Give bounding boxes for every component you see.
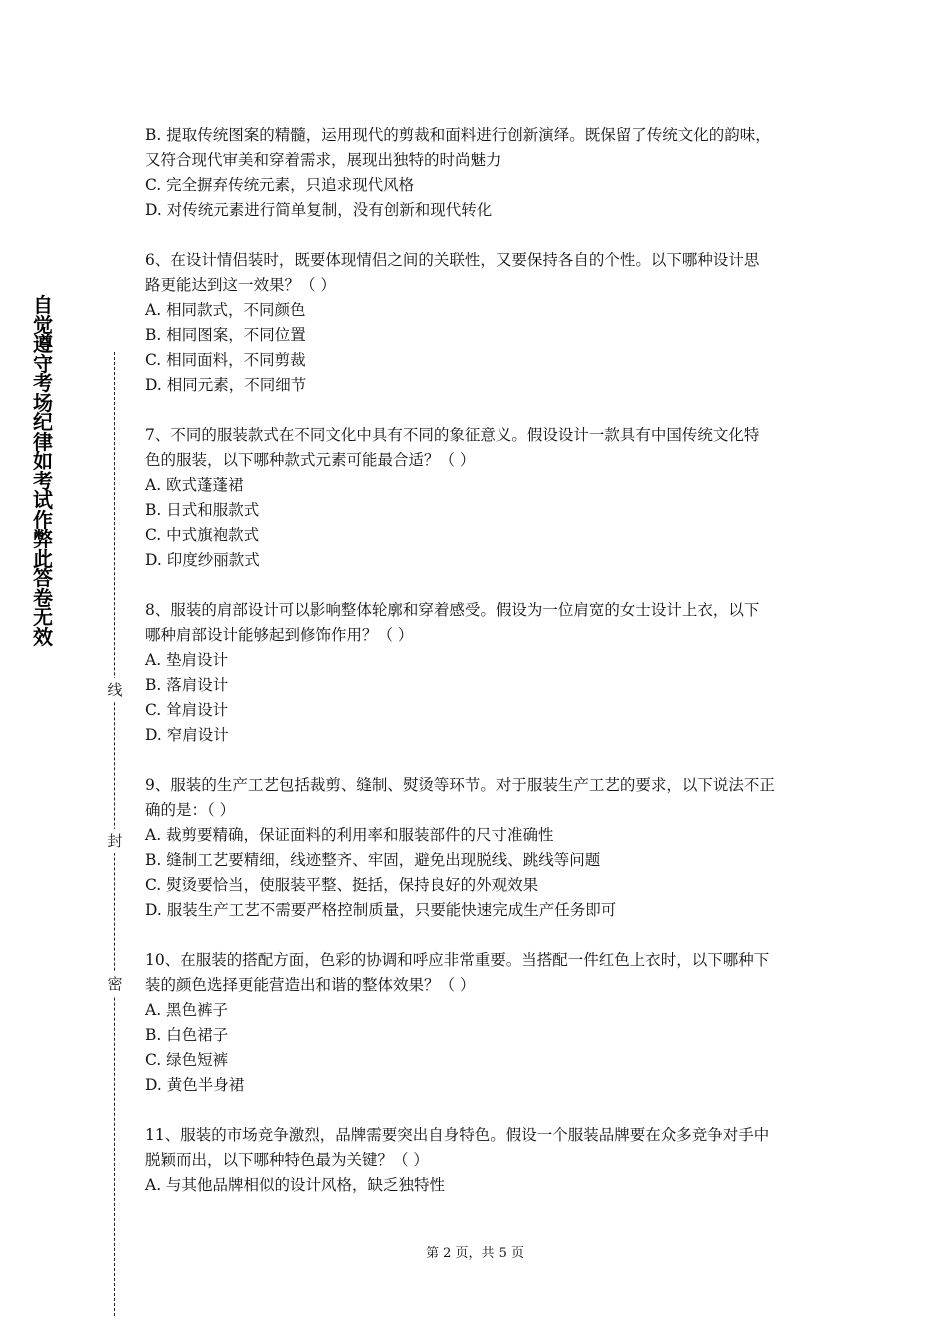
option-b: B. 白色裙子 [145,1026,229,1044]
question-stem: 装的颜色选择更能营造出和谐的整体效果？（ ） [145,976,476,994]
option-d: D. 服装生产工艺不需要严格控制质量，只要能快速完成生产任务即可 [145,901,617,919]
binding-label-xian: 线 [104,678,126,702]
question-stem: 脱颖而出，以下哪种特色最为关键？（ ） [145,1151,429,1169]
warning-char: 自 [33,293,53,317]
option-c: C. 中式旗袍款式 [145,526,260,544]
option-b: B. 缝制工艺要精细，线迹整齐、牢固，避免出现脱线、跳线等问题 [145,851,601,869]
warning-char: 律 [33,429,53,454]
option-b: B. 落肩设计 [145,676,229,694]
option-b: B. 相同图案，不同位置 [145,326,306,344]
option-d: D. 窄肩设计 [145,726,229,744]
option-a: A. 裁剪要精确，保证面料的利用率和服装部件的尺寸准确性 [145,826,554,844]
warning-char: 此 [33,546,53,571]
warning-char: 作 [33,507,53,532]
option-c: C. 绿色短裤 [145,1051,229,1069]
warning-char: 遵 [33,332,53,356]
option-b: B. 日式和服款式 [145,501,260,519]
page-number: 第 2 页，共 5 页 [425,1246,525,1261]
binding-label-feng: 封 [104,829,126,853]
warning-char: 考 [33,371,53,395]
warning-char: 觉 [33,312,53,337]
question-stem: 色的服装，以下哪种款式元素可能最合适？（ ） [145,451,476,469]
question-10 [145,948,817,1098]
option-d: D. 印度纱丽款式 [145,551,260,569]
option-d: D. 黄色半身裙 [145,1076,245,1094]
option-a: A. 与其他品牌相似的设计风格，缺乏独特性 [145,1176,446,1194]
warning-char: 弊 [33,527,53,551]
question-5-continuation [145,123,817,223]
option-a: A. 相同款式，不同颜色 [145,301,306,319]
question-stem: 7、不同的服装款式在不同文化中具有不同的象征意义。假设设计一款具有中国传统文化特 [145,426,760,444]
question-6 [145,248,817,398]
option-b-continued: 又符合现代审美和穿着需求，展现出独特的时尚魅力 [145,151,502,169]
option-d: D. 对传统元素进行简单复制，没有创新和现代转化 [145,201,493,219]
question-stem: 9、服装的生产工艺包括裁剪、缝制、熨烫等环节。对于服装生产工艺的要求，以下说法不正 [145,776,775,794]
warning-char: 纪 [33,410,53,434]
warning-char: 无 [33,605,53,629]
warning-char: 卷 [33,585,53,610]
exam-content [145,123,817,1198]
option-a: A. 黑色裤子 [145,1001,229,1019]
option-c: C. 完全摒弃传统元素，只追求现代风格 [145,176,415,194]
question-stem: 8、服装的肩部设计可以影响整体轮廓和穿着感受。假设为一位肩宽的女士设计上衣，以下 [145,601,760,619]
binding-label-mi: 密 [104,972,126,996]
question-stem: 6、在设计情侣装时，既要体现情侣之间的关联性，又要保持各自的个性。以下哪种设计思 [145,251,760,269]
question-9 [145,773,817,923]
warning-char: 考 [33,468,53,493]
option-a: A. 垫肩设计 [145,651,229,669]
option-c: C. 耸肩设计 [145,701,229,719]
warning-char: 试 [33,488,53,512]
question-stem: 11、服装的市场竞争激烈，品牌需要突出自身特色。假设一个服装品牌要在众多竞争对手中 [145,1126,770,1144]
option-c: C. 熨烫要恰当，使服装平整、挺括，保持良好的外观效果 [145,876,539,894]
option-d: D. 相同元素，不同细节 [145,376,307,394]
exam-discipline-warning [30,293,56,649]
warning-char: 如 [33,449,53,473]
question-11 [145,1123,817,1198]
question-7 [145,423,817,573]
question-stem: 确的是：（ ） [145,801,236,819]
question-stem: 10、在服装的搭配方面，色彩的协调和呼应非常重要。当搭配一件红色上衣时，以下哪种下 [145,951,770,969]
warning-char: 守 [33,351,53,376]
question-stem: 哪种肩部设计能够起到修饰作用？（ ） [145,626,414,644]
option-c: C. 相同面料，不同剪裁 [145,351,306,369]
question-8 [145,598,817,748]
warning-char: 答 [33,566,53,590]
warning-char: 场 [33,390,53,415]
option-b: B. 提取传统图案的精髓，运用现代的剪裁和面料进行创新演绎。既保留了传统文化的韵味， [145,126,771,144]
warning-char: 效 [33,624,53,649]
option-a: A. 欧式蓬蓬裙 [145,476,244,494]
question-stem: 路更能达到这一效果？（ ） [145,276,336,294]
